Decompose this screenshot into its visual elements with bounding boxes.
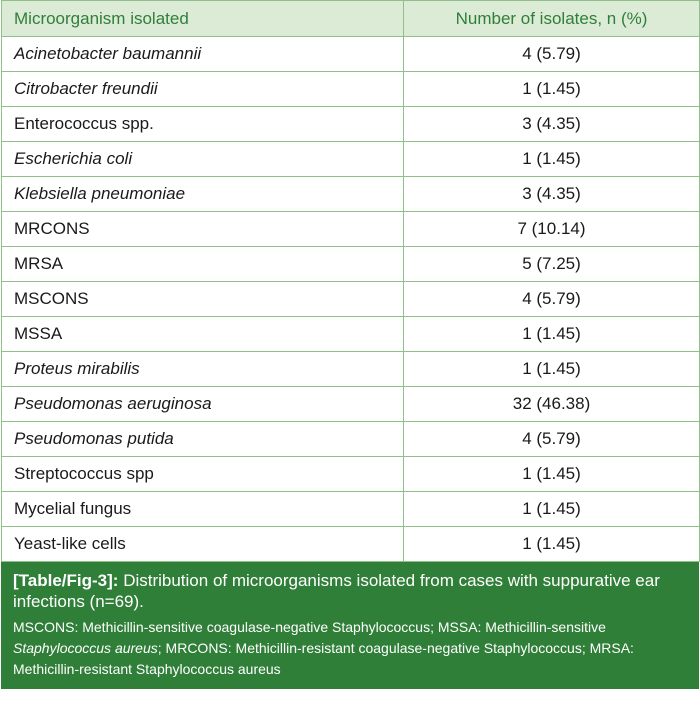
organism-cell: Citrobacter freundii (2, 72, 404, 107)
isolates-cell: 1 (1.45) (404, 142, 700, 177)
organism-cell: Mycelial fungus (2, 492, 404, 527)
isolates-cell: 1 (1.45) (404, 457, 700, 492)
caption-main (13, 570, 687, 612)
organism-cell: Acinetobacter baumannii (2, 37, 404, 72)
isolates-cell: 1 (1.45) (404, 317, 700, 352)
isolates-cell: 32 (46.38) (404, 387, 700, 422)
organism-cell: Streptococcus spp (2, 457, 404, 492)
isolates-cell: 1 (1.45) (404, 527, 700, 562)
table-row (2, 142, 700, 177)
isolates-cell: 3 (4.35) (404, 107, 700, 142)
isolates-cell: 3 (4.35) (404, 177, 700, 212)
isolates-cell: 1 (1.45) (404, 352, 700, 387)
column-header-isolates: Number of isolates, n (%) (404, 1, 700, 37)
caption-note-italic: Staphylococcus aureus (13, 640, 158, 656)
caption-note-part1: MSCONS: Methicillin-sensitive coagulase-negative Staphylococcus; MSSA: Methicillin-sensitive (13, 619, 606, 635)
isolates-cell: 4 (5.79) (404, 282, 700, 317)
table-row (2, 177, 700, 212)
caption-text: Distribution of microorganisms isolated from cases with suppurative ear infections (n=69). (13, 571, 660, 611)
organism-cell: Yeast-like cells (2, 527, 404, 562)
table-caption (1, 562, 699, 689)
organism-cell: Pseudomonas aeruginosa (2, 387, 404, 422)
table-row (2, 317, 700, 352)
caption-note-part3: ; MRCONS: Methicillin-resistant coagulase-negative Staphylococcus; MRSA: Methicillin-resistant Staphylococcus aureus (13, 640, 634, 677)
isolates-cell: 1 (1.45) (404, 72, 700, 107)
table-row (2, 107, 700, 142)
isolates-cell: 7 (10.14) (404, 212, 700, 247)
table-row (2, 282, 700, 317)
table-row (2, 527, 700, 562)
organism-cell: Klebsiella pneumoniae (2, 177, 404, 212)
table-header-row (2, 1, 700, 37)
isolates-cell: 5 (7.25) (404, 247, 700, 282)
organism-cell: MSCONS (2, 282, 404, 317)
table-row (2, 387, 700, 422)
caption-abbreviations (13, 617, 687, 680)
column-header-microorganism: Microorganism isolated (2, 1, 404, 37)
organism-cell: Pseudomonas putida (2, 422, 404, 457)
isolates-cell: 4 (5.79) (404, 422, 700, 457)
caption-label: [Table/Fig-3]: (13, 571, 119, 590)
table-body (2, 37, 700, 562)
table-row (2, 212, 700, 247)
isolates-table (1, 0, 700, 562)
table-row (2, 247, 700, 282)
organism-cell: Proteus mirabilis (2, 352, 404, 387)
organism-cell: Enterococcus spp. (2, 107, 404, 142)
organism-cell: MRSA (2, 247, 404, 282)
table-row (2, 457, 700, 492)
organism-cell: Escherichia coli (2, 142, 404, 177)
organism-cell: MRCONS (2, 212, 404, 247)
table-row (2, 37, 700, 72)
table-row (2, 72, 700, 107)
table-row (2, 352, 700, 387)
table-row (2, 422, 700, 457)
table-figure (1, 0, 699, 689)
isolates-cell: 4 (5.79) (404, 37, 700, 72)
isolates-cell: 1 (1.45) (404, 492, 700, 527)
organism-cell: MSSA (2, 317, 404, 352)
table-row (2, 492, 700, 527)
